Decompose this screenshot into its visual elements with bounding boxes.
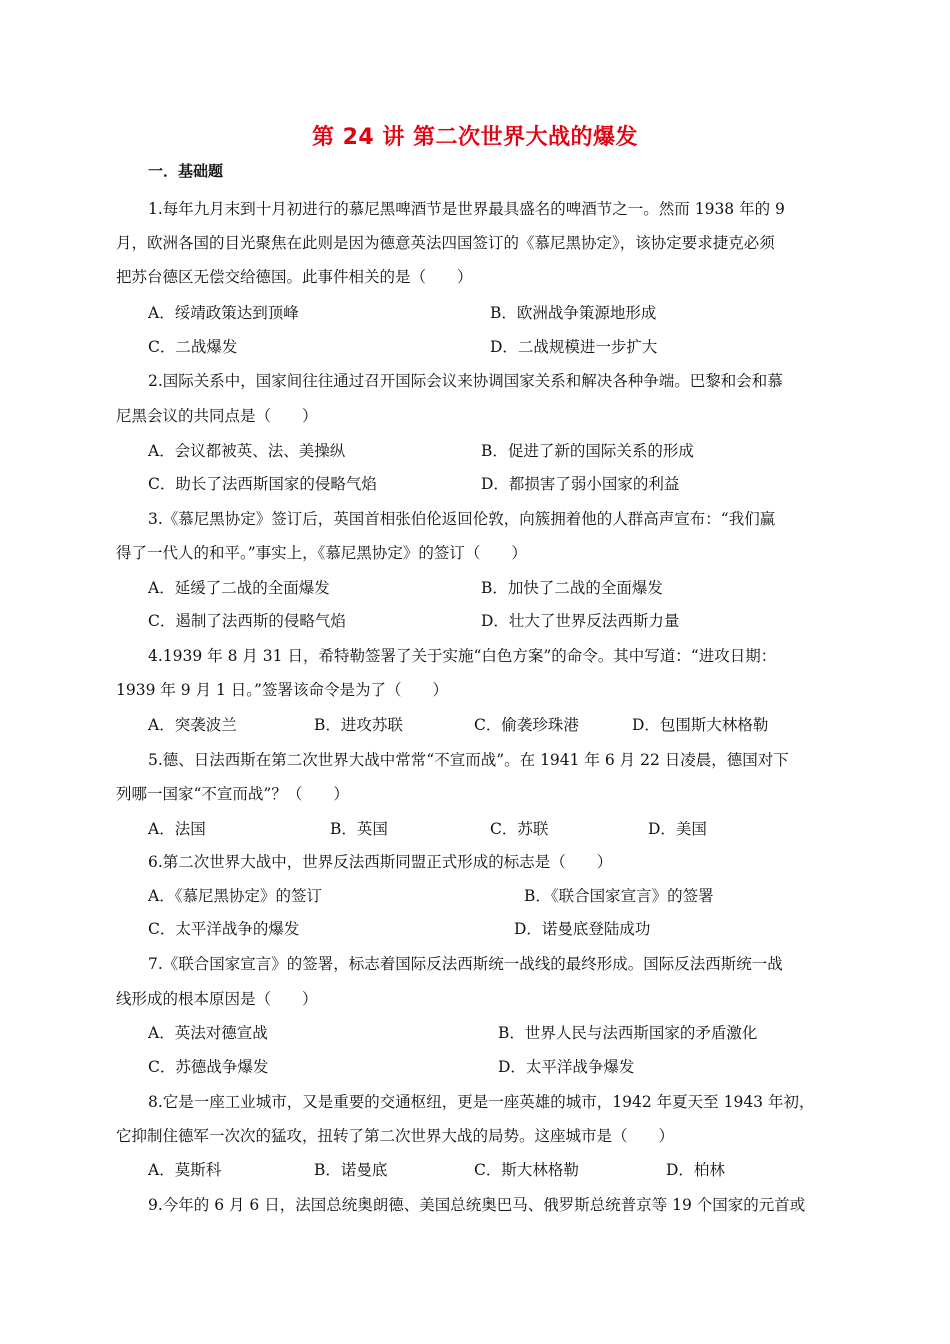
q1-option-a: A．绥靖政策达到顶峰: [148, 304, 299, 322]
q5-line-2: 列哪一国家“不宣而战”？（ ）: [116, 785, 349, 803]
q2-option-a: A．会议都被英、法、美操纵: [148, 442, 346, 460]
q9-line-1: 9.今年的 6 月 6 日，法国总统奥朗德、美国总统奥巴马、俄罗斯总统普京等 19 个国家的元首或: [148, 1196, 806, 1214]
q1-option-b: B．欧洲战争策源地形成: [490, 304, 657, 322]
q5-line-1: 5.德、日法西斯在第二次世界大战中常常“不宣而战”。在 1941 年 6 月 22 日凌晨，德国对下: [148, 751, 789, 769]
q3-option-d: D．壮大了世界反法西斯力量: [481, 612, 680, 630]
q7-line-2: 线形成的根本原因是（ ）: [116, 990, 318, 1008]
q5-option-a: A．法国: [148, 820, 206, 838]
q2-line-1: 2.国际关系中，国家间往往通过召开国际会议来协调国家关系和解决各种争端。巴黎和会和慕: [148, 372, 783, 390]
q3-line-1: 3.《慕尼黑协定》签订后，英国首相张伯伦返回伦敦，向簇拥着他的人群高声宣布：“我们赢: [148, 510, 776, 528]
q6-option-b: B．《联合国家宣言》的签署: [524, 887, 714, 905]
q1-option-d: D．二战规模进一步扩大: [490, 338, 658, 356]
q8-line-2: 它抑制住德军一次次的猛攻，扭转了第二次世界大战的局势。这座城市是（ ）: [116, 1127, 675, 1145]
q2-option-b: B．促进了新的国际关系的形成: [481, 442, 694, 460]
q1-line-1: 1.每年九月末到十月初进行的慕尼黑啤酒节是世界最具盛名的啤酒节之一。然而 1938 年的 9: [148, 200, 785, 218]
q4-option-b: B．进攻苏联: [314, 716, 403, 734]
page-title: 第 24 讲 第二次世界大战的爆发: [311, 125, 639, 150]
q5-option-d: D．美国: [648, 820, 707, 838]
q3-line-2: 得了一代人的和平。”事实上，《慕尼黑协定》的签订（ ）: [116, 544, 527, 562]
q5-option-b: B．英国: [330, 820, 388, 838]
q7-option-a: A．英法对德宣战: [148, 1024, 268, 1042]
q2-option-d: D．都损害了弱小国家的利益: [481, 475, 680, 493]
q4-option-a: A．突袭波兰: [148, 716, 237, 734]
q6-option-a: A．《慕尼黑协定》的签订: [148, 887, 322, 905]
q4-option-d: D．包围斯大林格勒: [632, 716, 769, 734]
q2-option-c: C．助长了法西斯国家的侵略气焰: [148, 475, 377, 493]
q8-option-b: B．诺曼底: [314, 1161, 388, 1179]
q7-line-1: 7.《联合国家宣言》的签署，标志着国际反法西斯统一战线的最终形成。国际反法西斯统一战: [148, 955, 783, 973]
q1-line-3: 把苏台德区无偿交给德国。此事件相关的是（ ）: [116, 268, 473, 286]
q8-option-a: A．莫斯科: [148, 1161, 222, 1179]
q3-option-b: B．加快了二战的全面爆发: [481, 579, 663, 597]
q8-line-1: 8.它是一座工业城市，又是重要的交通枢纽，更是一座英雄的城市，1942 年夏天至 1943 年初，: [148, 1093, 815, 1111]
q6-line-1: 6.第二次世界大战中，世界反法西斯同盟正式形成的标志是（ ）: [148, 853, 613, 871]
q7-option-c: C．苏德战争爆发: [148, 1058, 269, 1076]
q1-option-c: C．二战爆发: [148, 338, 238, 356]
q6-option-c: C．太平洋战争的爆发: [148, 920, 300, 938]
q8-option-d: D．柏林: [666, 1161, 725, 1179]
q7-option-d: D．太平洋战争爆发: [498, 1058, 635, 1076]
q7-option-b: B．世界人民与法西斯国家的矛盾激化: [498, 1024, 758, 1042]
q3-option-a: A．延缓了二战的全面爆发: [148, 579, 330, 597]
section-heading: 一．基础题: [148, 162, 224, 180]
q1-line-2: 月，欧洲各国的目光聚焦在此则是因为德意英法四国签订的《慕尼黑协定》，该协定要求捷克必须: [116, 234, 775, 252]
q4-option-c: C．偷袭珍珠港: [474, 716, 579, 734]
q8-option-c: C．斯大林格勒: [474, 1161, 579, 1179]
q2-line-2: 尼黑会议的共同点是（ ）: [116, 407, 318, 425]
q4-line-2: 1939 年 9 月 1 日。”签署该命令是为了（ ）: [116, 681, 448, 699]
q3-option-c: C．遏制了法西斯的侵略气焰: [148, 612, 346, 630]
q5-option-c: C．苏联: [490, 820, 549, 838]
q4-line-1: 4.1939 年 8 月 31 日，希特勒签署了关于实施“白色方案”的命令。其中写道：“进攻日期：: [148, 647, 777, 665]
q6-option-d: D．诺曼底登陆成功: [514, 920, 651, 938]
